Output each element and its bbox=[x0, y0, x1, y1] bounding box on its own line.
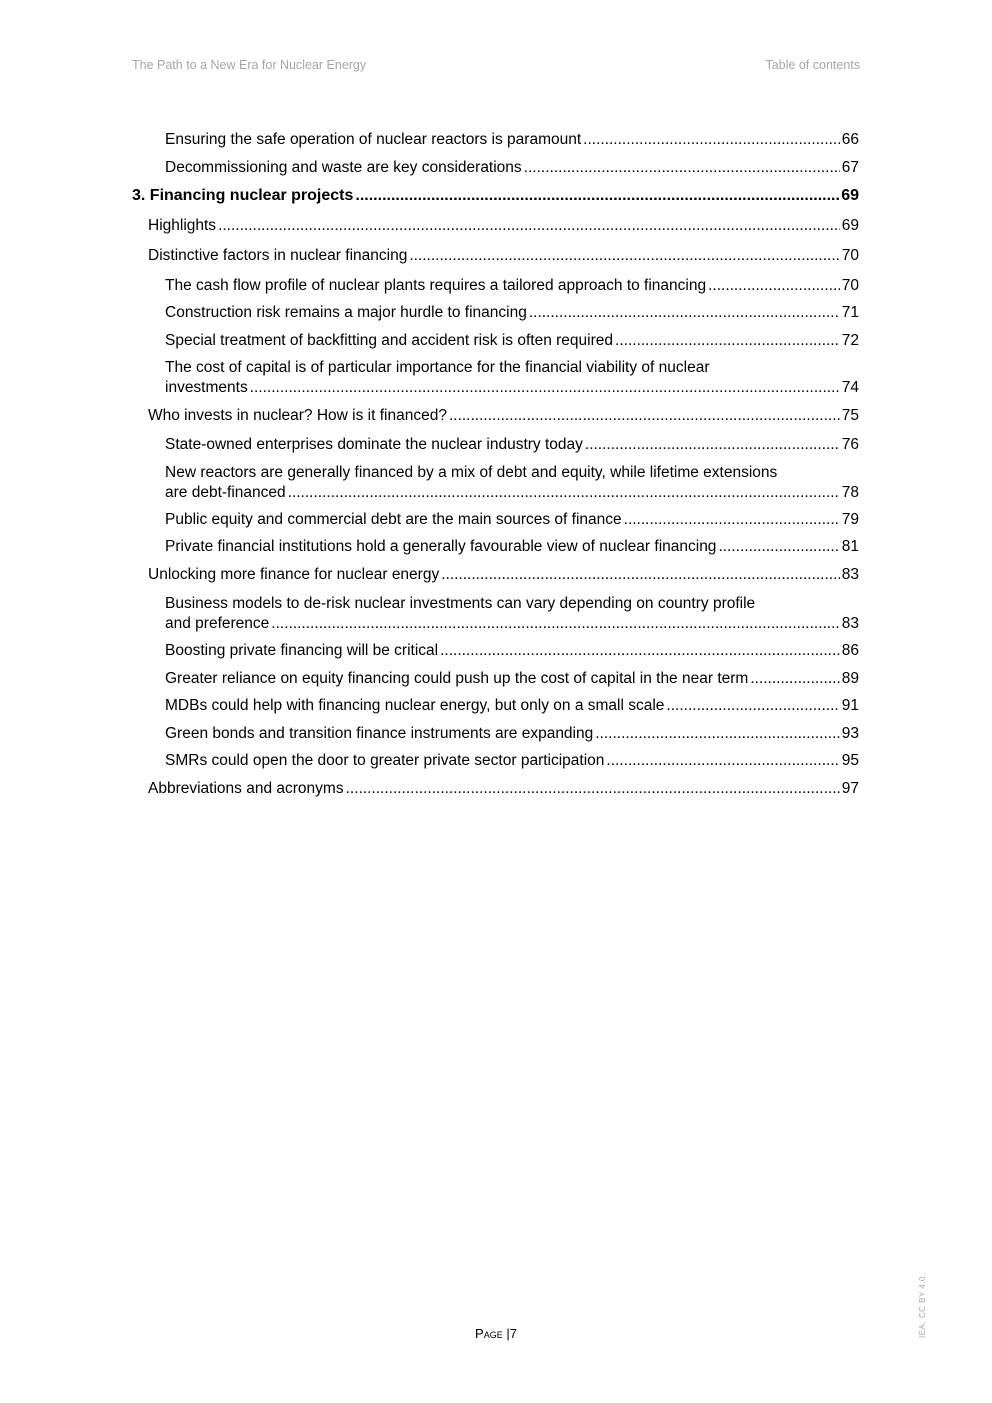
page-number: 76 bbox=[841, 436, 859, 453]
toc-entry[interactable]: Green bonds and transition finance instruments are expanding ..... 93 bbox=[165, 724, 859, 744]
toc-entry[interactable]: Public equity and commercial debt are the main sources of finance ..... 79 bbox=[165, 510, 859, 530]
page-number: 70 bbox=[841, 247, 859, 264]
page-number: 95 bbox=[841, 752, 859, 769]
toc-section-entry[interactable]: Who invests in nuclear? How is it financed? ..... 75 bbox=[148, 406, 859, 426]
page-number: 79 bbox=[841, 511, 859, 528]
page-number: 89 bbox=[841, 670, 859, 687]
toc-entry[interactable]: Construction risk remains a major hurdle to financing ..... 71 bbox=[165, 303, 859, 323]
page-number: 70 bbox=[841, 277, 859, 294]
page-number: 78 bbox=[841, 484, 859, 501]
page-number: 81 bbox=[841, 538, 859, 555]
page-number: 69 bbox=[841, 187, 859, 204]
toc-entry[interactable]: Private financial institutions hold a generally favourable view of nuclear financing ..... 81 bbox=[165, 537, 859, 557]
page-number: 75 bbox=[841, 407, 859, 424]
running-header bbox=[132, 58, 860, 76]
toc-entry[interactable]: MDBs could help with financing nuclear energy, but only on a small scale ..... 91 bbox=[165, 696, 859, 716]
license-notice: IEA. CC BY 4.0. bbox=[918, 1273, 927, 1338]
toc-entry[interactable]: Business models to de-risk nuclear investments can vary depending on country profile and preference ..... 83 bbox=[165, 594, 859, 634]
toc-section-entry[interactable]: Distinctive factors in nuclear financing ..... 70 bbox=[148, 246, 859, 266]
toc-section-entry[interactable]: Unlocking more finance for nuclear energy ..... 83 bbox=[148, 565, 859, 585]
page-number: 97 bbox=[841, 780, 859, 797]
page-number: 86 bbox=[841, 642, 859, 659]
page-number: 74 bbox=[841, 379, 859, 396]
toc-entry[interactable]: The cash flow profile of nuclear plants requires a tailored approach to financing ..... 70 bbox=[165, 276, 859, 296]
page-number: 83 bbox=[841, 566, 859, 583]
page-number: 69 bbox=[841, 217, 859, 234]
page-separator: | bbox=[506, 1326, 510, 1341]
page-number: 71 bbox=[841, 304, 859, 321]
toc-entry[interactable]: The cost of capital is of particular importance for the financial viability of nuclear investments ..... 74 bbox=[165, 358, 859, 398]
page-number: 91 bbox=[841, 697, 859, 714]
toc-entry[interactable]: State-owned enterprises dominate the nuclear industry today ..... 76 bbox=[165, 435, 859, 455]
page-number: 72 bbox=[841, 332, 859, 349]
page-number: 83 bbox=[841, 615, 859, 632]
toc-entry[interactable]: Special treatment of backfitting and accident risk is often required ..... 72 bbox=[165, 331, 859, 351]
toc-entry[interactable]: Decommissioning and waste are key considerations ..... 67 bbox=[165, 158, 859, 178]
document-title: The Path to a New Era for Nuclear Energy bbox=[132, 58, 367, 72]
toc-chapter-entry[interactable]: 3. Financing nuclear projects ..... 69 bbox=[132, 186, 859, 206]
page-number: 67 bbox=[841, 159, 859, 176]
page-label: Page bbox=[475, 1326, 503, 1341]
section-title: Table of contents bbox=[765, 58, 860, 72]
page-number: 66 bbox=[841, 131, 859, 148]
toc-entry[interactable]: Ensuring the safe operation of nuclear reactors is paramount ..... 66 bbox=[165, 130, 859, 150]
toc-entry[interactable]: Greater reliance on equity financing could push up the cost of capital in the near term ..... 89 bbox=[165, 669, 859, 689]
page-number: 7 bbox=[509, 1326, 517, 1341]
toc-section-entry[interactable]: Highlights ..... 69 bbox=[148, 216, 859, 236]
toc-entry[interactable]: Boosting private financing will be critical ..... 86 bbox=[165, 641, 859, 661]
toc-section-entry[interactable]: Abbreviations and acronyms ..... 97 bbox=[148, 779, 859, 799]
toc-entry[interactable]: New reactors are generally financed by a mix of debt and equity, while lifetime extensions are debt-financed ..... 78 bbox=[165, 463, 859, 503]
page-number: 93 bbox=[841, 725, 859, 742]
page-footer bbox=[0, 1326, 992, 1341]
toc-entry[interactable]: SMRs could open the door to greater private sector participation ..... 95 bbox=[165, 751, 859, 771]
